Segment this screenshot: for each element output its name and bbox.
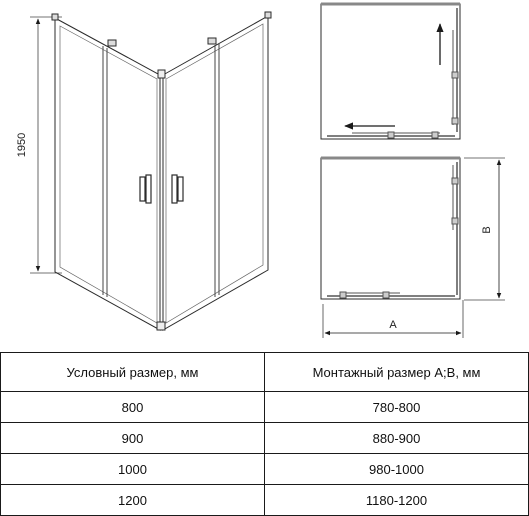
table-row xyxy=(1,423,529,454)
nominal-size-cell: 1000 xyxy=(1,454,265,485)
table-row xyxy=(1,454,529,485)
header-nominal-size: Условный размер, мм xyxy=(1,353,265,392)
header-mounting-size: Монтажный размер A;B, мм xyxy=(265,353,529,392)
mounting-size-cell: 1180-1200 xyxy=(265,485,529,516)
nominal-size-cell: 1200 xyxy=(1,485,265,516)
height-dimension xyxy=(30,17,62,273)
dimension-a-label: A xyxy=(389,319,397,331)
mounting-size-cell: 980-1000 xyxy=(265,454,529,485)
left-door-handle xyxy=(140,175,151,203)
plan-view-mounting xyxy=(321,158,505,338)
size-table xyxy=(0,352,529,516)
table-header-row xyxy=(1,353,529,392)
table-row xyxy=(1,392,529,423)
plan-view-sliding xyxy=(321,4,460,139)
nominal-size-cell: 800 xyxy=(1,392,265,423)
mounting-size-cell: 880-900 xyxy=(265,423,529,454)
height-label: 1950 xyxy=(16,132,28,158)
mounting-size-cell: 780-800 xyxy=(265,392,529,423)
dimension-b-label: B xyxy=(481,226,493,234)
right-door-handle xyxy=(172,175,183,203)
table-row xyxy=(1,485,529,516)
nominal-size-cell: 900 xyxy=(1,423,265,454)
enclosure-perspective-view xyxy=(52,12,271,330)
